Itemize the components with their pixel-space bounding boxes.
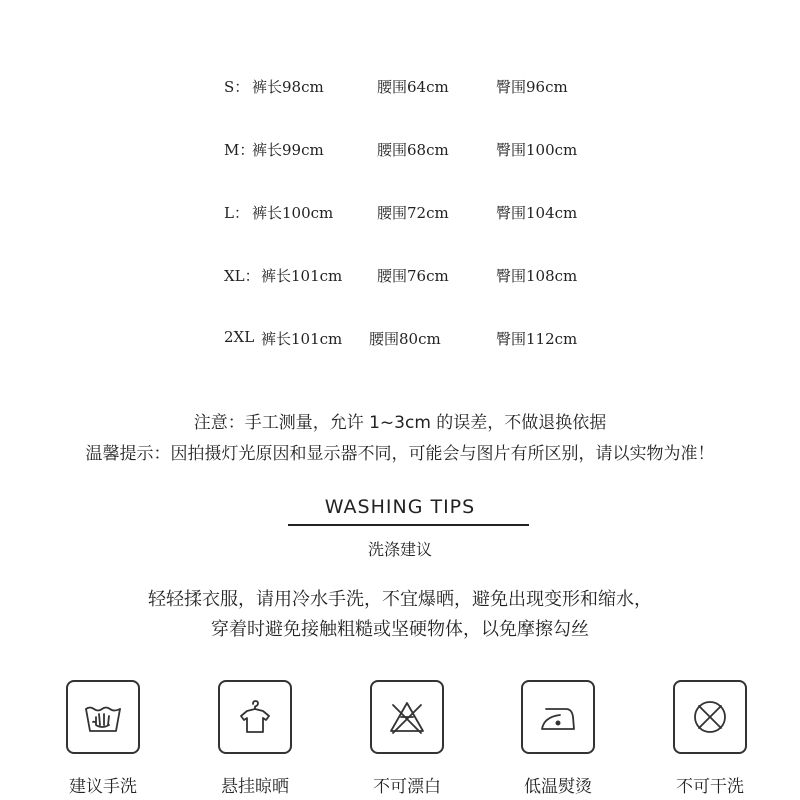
- size-table: [0, 0, 800, 370]
- hip-size: 臀围100cm: [496, 141, 578, 159]
- washing-tips-subtitle: 洗涤建议: [367, 540, 432, 559]
- waist-size: 腰围76cm: [377, 267, 449, 285]
- care-item-low-iron: [503, 680, 613, 797]
- size-row-xl: [0, 265, 800, 289]
- size-row-l: [0, 202, 800, 226]
- washing-desc-line1: 轻轻揉衣服，请用冷水手洗，不宜爆晒，避免出现变形和缩水，: [148, 589, 652, 610]
- care-label: 低温熨烫: [524, 777, 592, 797]
- washing-desc-line2: 穿着时避免接触粗糙或坚硬物体，以免摩擦勾丝: [211, 619, 589, 640]
- care-item-hand-wash: [48, 680, 158, 797]
- hip-size: 臀围96cm: [496, 78, 568, 96]
- size-row-2xl: [0, 328, 800, 352]
- hip-size: 臀围112cm: [496, 330, 578, 348]
- care-item-hang-dry: [200, 680, 310, 797]
- hip-size: 臀围104cm: [496, 204, 578, 222]
- care-label: 建议手洗: [69, 777, 137, 797]
- waist-size: 腰围72cm: [377, 204, 449, 222]
- size-label: 2XL: [224, 328, 255, 346]
- pants-length: 裤长98cm: [252, 78, 324, 96]
- size-row-s: [0, 76, 800, 100]
- pants-length: 裤长101cm: [261, 267, 343, 285]
- care-label: 不可干洗: [676, 777, 744, 797]
- display-note: 温馨提示：因拍摄灯光原因和显示器不同，可能会与图片有所区别，请以实物为准！: [85, 444, 715, 464]
- waist-size: 腰围64cm: [377, 78, 449, 96]
- care-item-no-dry-clean: [655, 680, 765, 797]
- size-label: S：: [224, 78, 250, 96]
- waist-size: 腰围68cm: [377, 141, 449, 159]
- care-icons: [0, 680, 800, 800]
- care-label: 不可漂白: [373, 777, 441, 797]
- washing-tips-title: WASHING TIPS: [324, 496, 476, 518]
- waist-size: 腰围80cm: [369, 330, 441, 348]
- care-label: 悬挂晾晒: [221, 777, 289, 797]
- pants-length: 裤长101cm: [261, 330, 343, 348]
- size-row-m: [0, 139, 800, 163]
- hand-wash-icon: [66, 680, 140, 754]
- pants-length: 裤长99cm: [252, 141, 324, 159]
- measurement-note: 注意：手工测量，允许 1~3cm 的误差，不做退换依据: [193, 413, 607, 433]
- low-iron-icon: [521, 680, 595, 754]
- no-dry-clean-icon: [673, 680, 747, 754]
- hang-dry-icon: [218, 680, 292, 754]
- size-label: M：: [224, 141, 255, 159]
- care-item-no-bleach: [352, 680, 462, 797]
- no-bleach-icon: [370, 680, 444, 754]
- pants-length: 裤长100cm: [252, 204, 334, 222]
- hip-size: 臀围108cm: [496, 267, 578, 285]
- size-label: L：: [224, 204, 249, 222]
- title-divider: [288, 524, 529, 526]
- size-label: XL：: [224, 267, 260, 285]
